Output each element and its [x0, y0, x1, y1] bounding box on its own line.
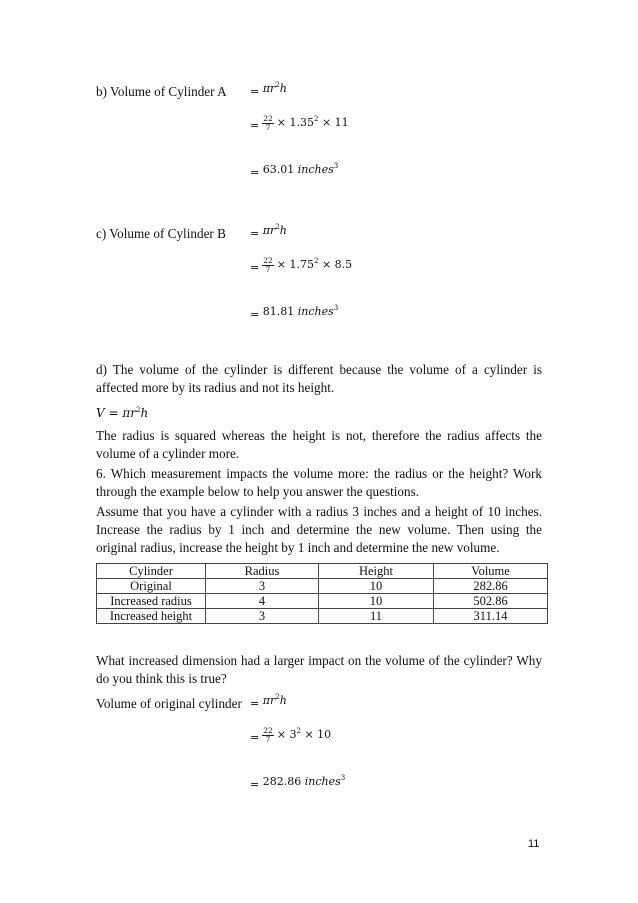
- table-header-row: [97, 564, 548, 579]
- cylinder-b-label: c) Volume of Cylinder B: [96, 226, 226, 241]
- fraction: $\frac{22}{7}$: [263, 725, 273, 744]
- header-radius: Radius: [206, 564, 319, 579]
- follow-up-question: What increased dimension had a larger impact on the volume of the cylinder? Why do you think this is true?: [96, 653, 542, 686]
- table-cell: 10: [319, 594, 434, 609]
- cylinder-a-result: = 63.01 inches$^3$: [250, 162, 339, 179]
- header-cylinder: Cylinder: [97, 564, 206, 579]
- table-row: [97, 594, 548, 609]
- part-d-text: d) The volume of the cylinder is different because the volume of a cylinder is affected more by its radius and not its height.: [96, 362, 542, 395]
- table-row: [97, 609, 548, 624]
- cylinder-a-label: b) Volume of Cylinder A: [96, 84, 227, 99]
- question-6-instructions: Assume that you have a cylinder with a radius 3 inches and a height of 10 inches. Increase the radius by 1 inch and determine the new volume. Then using the original radius, increase the height by 1 inch and determine the new volume.: [96, 504, 542, 555]
- volume-table: [96, 563, 548, 624]
- table-cell: 10: [319, 579, 434, 594]
- original-substitution: = $\frac{22}{7}$ × $3^2 \times 10$: [250, 725, 332, 744]
- table-cell: 3: [206, 609, 319, 624]
- header-height: Height: [319, 564, 434, 579]
- fraction: $\frac{22}{7}$: [263, 113, 273, 132]
- table-cell: 4: [206, 594, 319, 609]
- table-cell: 3: [206, 579, 319, 594]
- page-number: 11: [528, 838, 540, 850]
- question-6: 6. Which measurement impacts the volume more: the radius or the height? Work through the example below to help you answer the questions.: [96, 466, 542, 499]
- table-cell: 311.14: [434, 609, 548, 624]
- table-cell: 282.86: [434, 579, 548, 594]
- cylinder-a-formula: = $\pi r^2h$: [250, 81, 287, 98]
- original-result: = 282.86 inches$^3$: [250, 774, 346, 791]
- original-cylinder-label: Volume of original cylinder: [96, 696, 242, 711]
- cylinder-b-formula: = $\pi r^2h$: [250, 223, 287, 240]
- table-cell: Increased radius: [97, 594, 206, 609]
- table-cell: Original: [97, 579, 206, 594]
- table-cell: Increased height: [97, 609, 206, 624]
- cylinder-b-substitution: = $\frac{22}{7}$ × $1.75^2 \times 8.5$: [250, 255, 353, 274]
- volume-formula: $V = \pi r^2h$: [96, 406, 149, 420]
- table-cell: 11: [319, 609, 434, 624]
- table-row: [97, 579, 548, 594]
- radius-explanation: The radius is squared whereas the height is not, therefore the radius affects the volume of a cylinder more.: [96, 428, 542, 461]
- cylinder-a-substitution: = $\frac{22}{7}$ × $1.35^2 \times 11$: [250, 113, 349, 132]
- header-volume: Volume: [434, 564, 548, 579]
- original-formula: = $\pi r^2h$: [250, 693, 287, 710]
- table-cell: 502.86: [434, 594, 548, 609]
- cylinder-b-result: = 81.81 inches$^3$: [250, 304, 339, 321]
- fraction: $\frac{22}{7}$: [263, 255, 273, 274]
